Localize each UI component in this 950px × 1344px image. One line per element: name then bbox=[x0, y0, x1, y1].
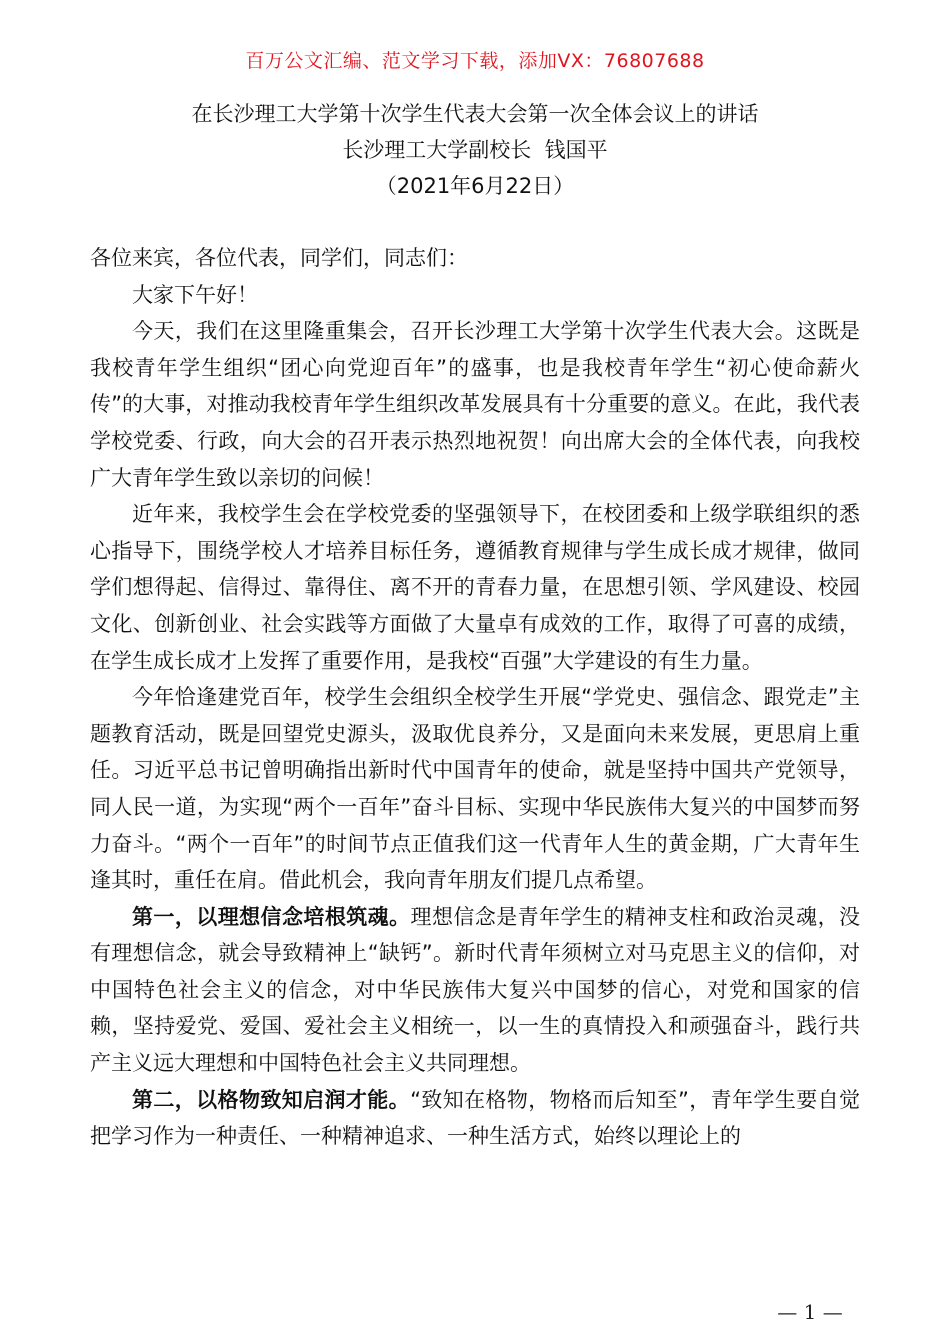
paragraph-5 bbox=[90, 1082, 860, 1155]
speaker-line: 长沙理工大学副校长 钱国平 bbox=[342, 138, 608, 162]
page-number: — 1 — bbox=[777, 1300, 843, 1324]
paragraph-3: 今年恰逢建党百年，校学生会组织全校学生开展“学党史、强信念、跟党走”主题教育活动，既是回望党史源头，汲取优良养分，又是面向未来发展，更思肩上重任。习近平总书记曾明确指出新时代中国青年的使命，就是坚持中国共产党领导，同人民一道，为实现“两个一百年”奋斗目标、实现中华民族伟大复兴的中国梦而努力奋斗。“两个一百年”的时间节点正值我们这一代青年人生的黄金期，广大青年生逢其时，重任在肩。借此机会，我向青年朋友们提几点希望。 bbox=[90, 685, 860, 893]
paragraph-4-heading: 第一，以理想信念培根筑魂。 bbox=[132, 904, 411, 929]
paragraph-1: 今天，我们在这里隆重集会，召开长沙理工大学第十次学生代表大会。这既是我校青年学生组织“团心向党迎百年”的盛事，也是我校青年学生“初心使命薪火传”的大事，对推动我校青年学生组织改革发展具有十分重要的意义。在此，我代表学校党委、行政，向大会的召开表示热烈地祝贺！向出席大会的全体代表，向我校广大青年学生致以亲切的问候！ bbox=[90, 319, 860, 490]
speech-title: 在长沙理工大学第十次学生代表大会第一次全体会议上的讲话 bbox=[191, 102, 759, 126]
paragraph-4-text: 理想信念是青年学生的精神支柱和政治灵魂，没有理想信念，就会导致精神上“缺钙”。新时代青年须树立对马克思主义的信仰，对中国特色社会主义的信念，对中华民族伟大复兴中国梦的信心，对党和国家的信赖，坚持爱党、爱国、爱社会主义相统一，以一生的真情投入和顽强奋斗，践行共产主义远大理想和中国特色社会主义共同理想。 bbox=[90, 904, 860, 1076]
title-block bbox=[0, 96, 950, 204]
promo-banner: 百万公文汇编、范文学习下载，添加VX：76807688 bbox=[245, 50, 705, 72]
paragraph-5-heading: 第二，以格物致知启润才能。 bbox=[132, 1087, 411, 1112]
salutation: 各位来宾，各位代表，同学们，同志们： bbox=[90, 246, 468, 270]
speech-date: （2021年6月22日） bbox=[375, 174, 575, 198]
greeting: 大家下午好！ bbox=[132, 282, 258, 307]
speech-body bbox=[90, 240, 860, 1155]
paragraph-5-text: “致知在格物，物格而后知至”，青年学生要自觉把学习作为一种责任、一种精神追求、一种生活方式，始终以理论上的 bbox=[90, 1087, 860, 1149]
paragraph-2: 近年来，我校学生会在学校党委的坚强领导下，在校团委和上级学联组织的悉心指导下，围绕学校人才培养目标任务，遵循教育规律与学生成长成才规律，做同学们想得起、信得过、靠得住、离不开的青春力量，在思想引领、学风建设、校园文化、创新创业、社会实践等方面做了大量卓有成效的工作，取得了可喜的成绩，在学生成长成才上发挥了重要作用，是我校“百强”大学建设的有生力量。 bbox=[90, 502, 860, 673]
paragraph-4 bbox=[90, 899, 860, 1082]
